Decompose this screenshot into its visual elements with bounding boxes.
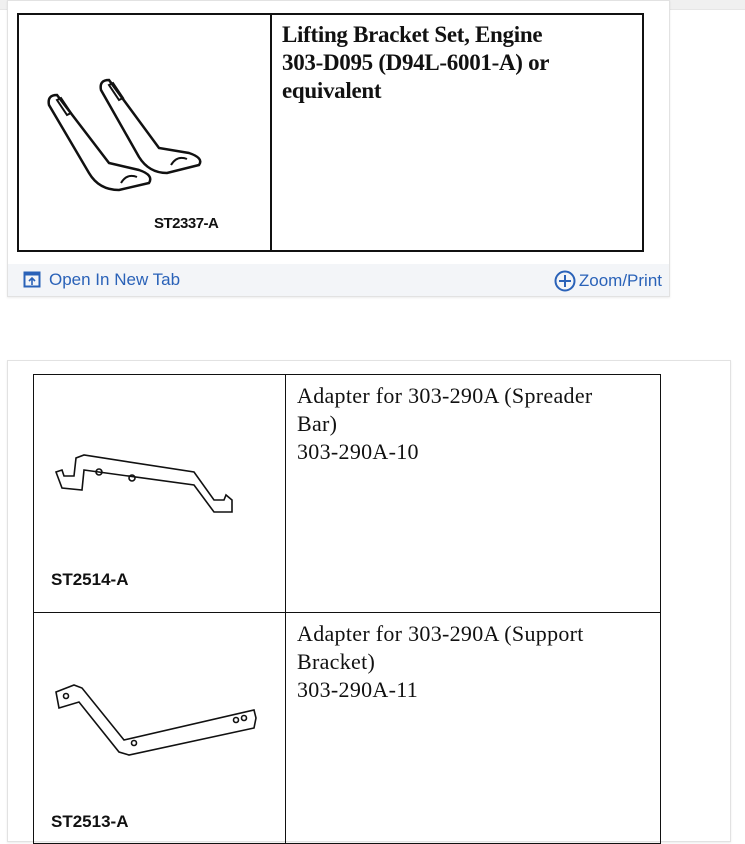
description-line: Bracket) <box>297 649 376 674</box>
image-code: ST2513-A <box>51 812 129 831</box>
description-line: 303-290A-11 <box>297 677 419 702</box>
row-divider <box>34 612 660 613</box>
image-code: ST2514-A <box>51 570 129 589</box>
tool-card-lifting-bracket <box>7 0 670 297</box>
tool-table <box>17 13 644 252</box>
tool-description <box>282 21 632 105</box>
tool-description <box>297 620 657 704</box>
zoom-print-link[interactable] <box>554 270 662 292</box>
card-footer <box>8 264 669 296</box>
spreader-bar-adapter-illustration <box>54 450 269 520</box>
tool-description <box>297 382 657 466</box>
lifting-bracket-illustration <box>39 65 239 205</box>
description-line: Adapter for 303-290A (Support <box>297 621 584 646</box>
support-bracket-adapter-illustration <box>54 680 269 760</box>
description-line: 303-290A-10 <box>297 439 419 464</box>
description-line: Lifting Bracket Set, Engine <box>282 22 543 47</box>
column-divider <box>285 375 286 843</box>
open-in-new-tab-label: Open In New Tab <box>49 270 181 289</box>
description-line: equivalent <box>282 78 382 103</box>
plus-circle-icon <box>554 270 576 292</box>
open-new-tab-icon <box>23 271 41 289</box>
description-line: Adapter for 303-290A (Spreader <box>297 383 593 408</box>
column-divider <box>270 15 272 250</box>
image-code: ST2337-A <box>154 215 219 232</box>
zoom-print-label: Zoom/Print <box>578 271 662 290</box>
open-in-new-tab-link[interactable] <box>23 270 180 290</box>
description-line: Bar) <box>297 411 338 436</box>
description-line: 303-D095 (D94L-6001-A) or <box>282 50 550 75</box>
tool-table <box>33 374 661 844</box>
tool-card-adapters <box>7 360 731 842</box>
